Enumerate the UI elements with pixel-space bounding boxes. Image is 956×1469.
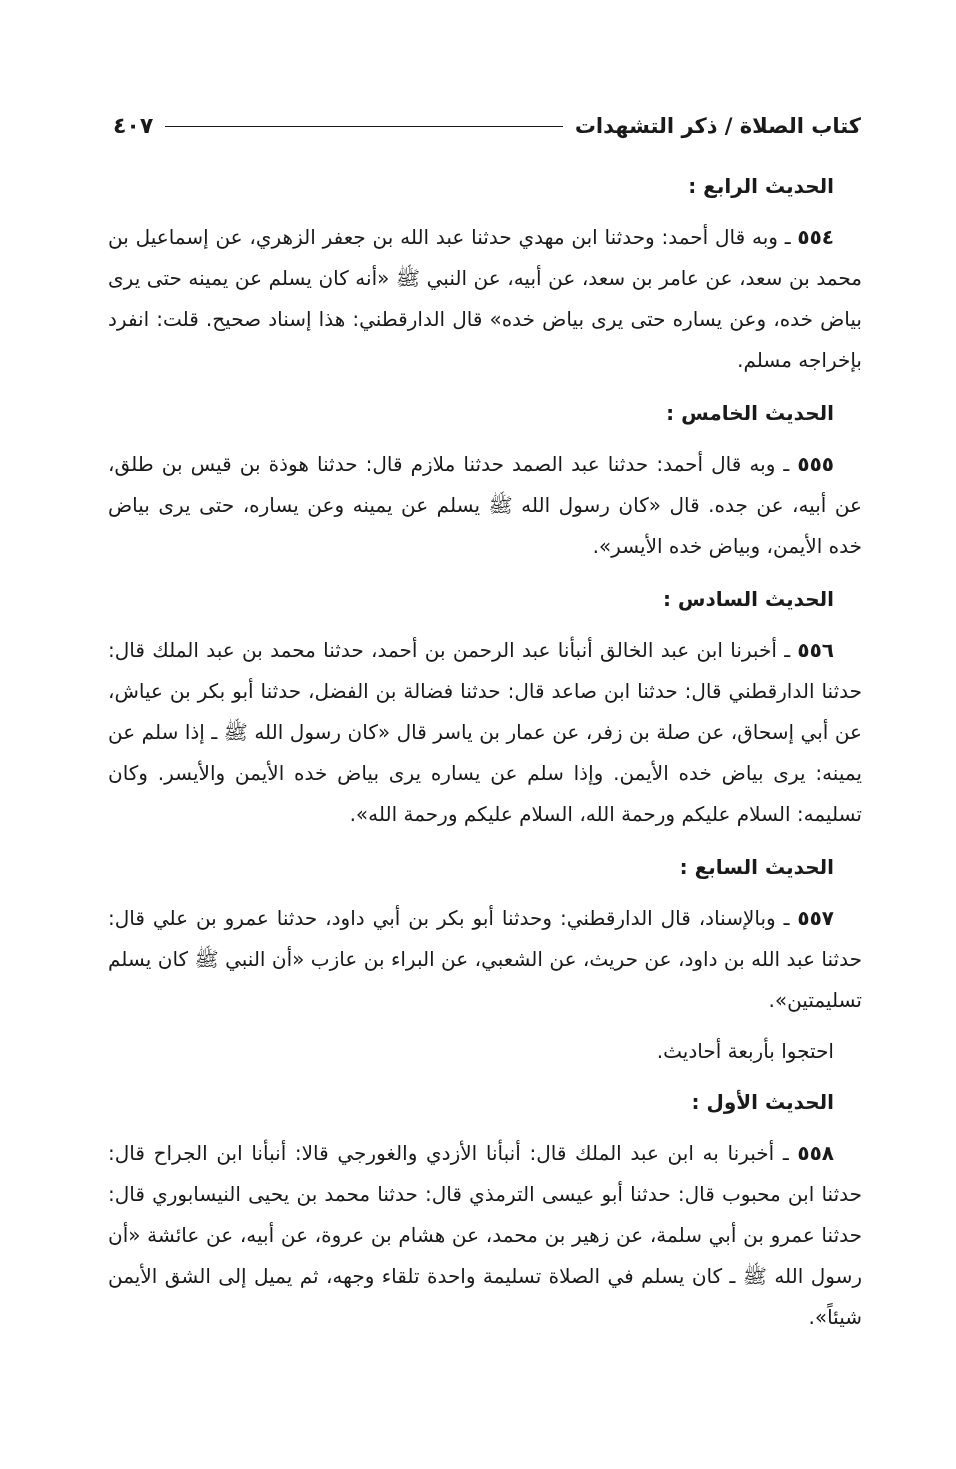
hadith-paragraph	[108, 898, 862, 1021]
hadith-text: ـ وبالإسناد، قال الدارقطني: وحدثنا أبو بكر بن أبي داود، حدثنا عمرو بن علي قال: حدثنا عبد الله بن داود، عن حريث، عن الشعبي، عن البراء بن عازب «أن النبي ﷺ كان يسلم تسليمتين».	[108, 906, 862, 1012]
hadith-paragraph	[108, 217, 862, 381]
plain-paragraph: احتجوا بأربعة أحاديث.	[656, 1039, 834, 1063]
hadith-number: ٥٥٦	[797, 638, 834, 662]
page-number: ٤٠٧	[113, 113, 154, 139]
hadith-text: ـ وبه قال أحمد: وحدثنا ابن مهدي حدثنا عبد الله بن جعفر الزهري، عن إسماعيل بن محمد بن سعد، عن عامر بن سعد، عن أبيه، عن النبي ﷺ «أنه كان يسلم عن يمينه حتى يرى بياض خده، وعن يساره حتى يرى بياض خده» قال الدارقطني: هذا إسناد صحيح. قلت: انفرد بإخراجه مسلم.	[108, 225, 862, 372]
hadith-text: ـ أخبرنا به ابن عبد الملك قال: أنبأنا الأزدي والغورجي قالا: أنبأنا ابن الجراح قال: حدثنا ابن محبوب قال: حدثنا أبو عيسى الترمذي قال: حدثنا محمد بن يحيى النيسابوري قال: حدثنا عمرو بن أبي سلمة، عن زهير بن محمد، عن هشام بن عروة، عن أبيه، عن عائشة «أن رسول الله ﷺ ـ كان يسلم في الصلاة تسليمة واحدة تلقاء وجهه، ثم يميل إلى الشق الأيمن شيئاً».	[108, 1141, 862, 1329]
running-title: كتاب الصلاة / ذكر التشهدات	[574, 114, 861, 138]
hadith-heading: الحديث الأول :	[691, 1090, 834, 1114]
header-rule	[165, 126, 563, 127]
hadith-heading: الحديث الرابع :	[688, 174, 834, 198]
hadith-heading: الحديث السابع :	[679, 855, 834, 879]
page-header	[113, 106, 861, 146]
hadith-heading: الحديث الخامس :	[666, 401, 834, 425]
hadith-heading: الحديث السادس :	[662, 587, 834, 611]
hadith-paragraph	[108, 630, 862, 835]
hadith-text: ـ وبه قال أحمد: حدثنا عبد الصمد حدثنا ملازم قال: حدثنا هوذة بن قيس بن طلق، عن أبيه، عن جده. قال «كان رسول الله ﷺ يسلم عن يمينه وعن يساره، حتى يرى بياض خده الأيمن، وبياض خده الأيسر».	[108, 452, 862, 558]
hadith-paragraph	[108, 1133, 862, 1338]
hadith-number: ٥٥٥	[797, 452, 834, 476]
page-body	[108, 166, 862, 1350]
hadith-number: ٥٥٤	[797, 225, 834, 249]
hadith-paragraph	[108, 444, 862, 567]
hadith-number: ٥٥٨	[797, 1141, 834, 1165]
hadith-number: ٥٥٧	[797, 906, 834, 930]
hadith-text: ـ أخبرنا ابن عبد الخالق أنبأنا عبد الرحمن بن أحمد، حدثنا محمد بن عبد الملك قال: حدثنا الدارقطني قال: حدثنا ابن صاعد قال: حدثنا فضالة بن الفضل، حدثنا أبو بكر بن عياش، عن أبي إسحاق، عن صلة بن زفر، عن عمار بن ياسر قال «كان رسول الله ﷺ ـ إذا سلم عن يمينه: يرى بياض خده الأيمن. وإذا سلم عن يساره يرى بياض خده الأيمن والأيسر. وكان تسليمه: السلام عليكم ورحمة الله، السلام عليكم ورحمة الله».	[108, 638, 862, 826]
